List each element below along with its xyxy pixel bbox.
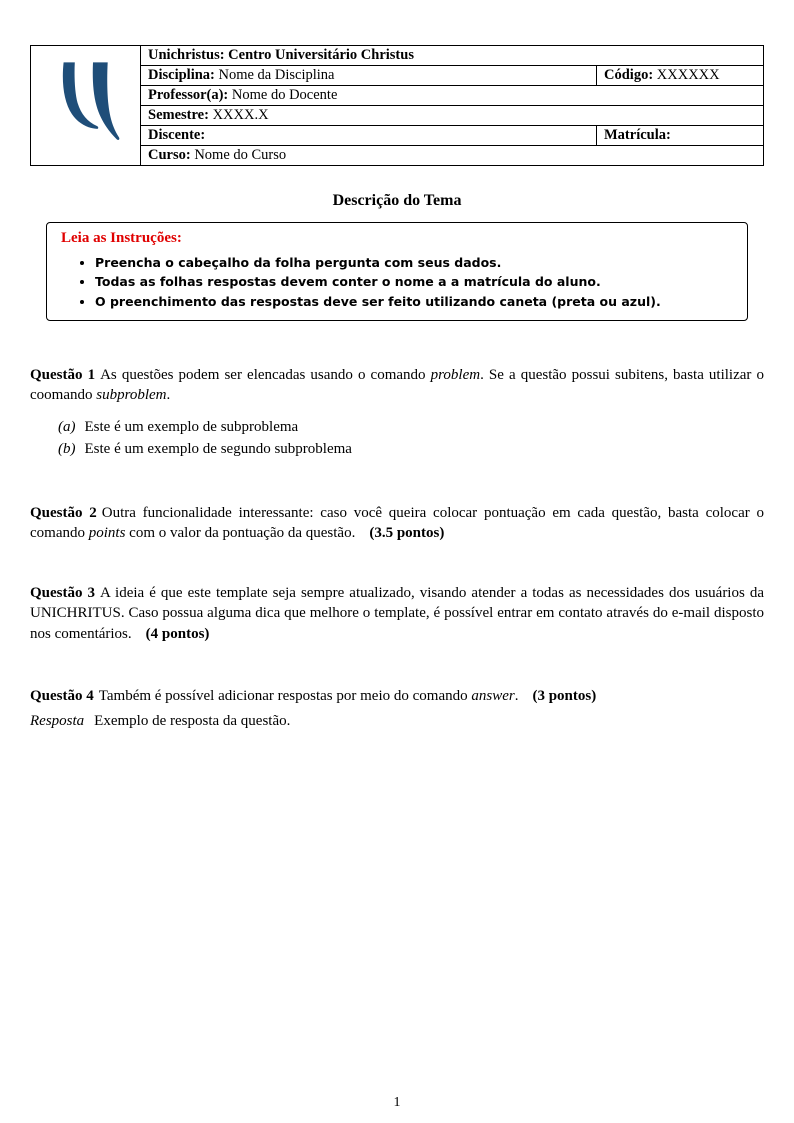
curso-value: Nome do Curso (194, 147, 287, 163)
question-3-label: Questão 3 (30, 585, 96, 602)
table-row (31, 126, 764, 146)
semestre-cell (141, 106, 764, 126)
semestre-label: Semestre: (148, 107, 209, 123)
subitem-text: Este é um exemplo de segundo subproblema (84, 441, 352, 458)
instruction-item: • Todas as folhas respostas devem conter o nome a a matrícula do aluno. (95, 272, 733, 291)
question-4-points: (3 pontos) (532, 687, 597, 704)
answer-text: Exemplo de resposta da questão. (94, 713, 291, 730)
question-4 (30, 686, 764, 706)
discente-cell (141, 126, 597, 146)
subitem-b (58, 438, 764, 461)
matricula-label: Matrícula: (604, 127, 671, 143)
matricula-cell (597, 126, 764, 146)
question-2-text: Outra funcionalidade interessante: caso você queira colocar pontuação em cada questão, basta colocar o comando (30, 504, 764, 541)
instructions-title: Leia as Instruções: (61, 230, 182, 246)
question-2 (30, 503, 764, 544)
professor-cell (141, 86, 764, 106)
curso-cell (141, 146, 764, 166)
curso-label: Curso: (148, 147, 191, 163)
question-4-label: Questão 4 (30, 687, 94, 704)
table-row (31, 86, 764, 106)
table-row (31, 66, 764, 86)
logo-cell (31, 46, 141, 166)
subitem-marker: (b) (58, 441, 76, 458)
question-1-text: . Se a questão possui subitens, basta utilizar o coomando (30, 367, 764, 404)
table-row (31, 146, 764, 166)
instructions-box (46, 222, 748, 321)
subitem-text: Este é um exemplo de subproblema (84, 418, 299, 435)
question-4-answer (30, 711, 764, 731)
question-2-points: (3.5 pontos) (369, 524, 445, 541)
codigo-value: XXXXXX (656, 67, 720, 83)
question-1-text: . (166, 387, 171, 404)
header-table (30, 45, 764, 166)
question-1-label: Questão 1 (30, 367, 96, 384)
question-3-points: (4 pontos) (145, 625, 210, 642)
professor-value: Nome do Docente (231, 87, 338, 103)
question-1-text: As questões podem ser elencadas usando o comando (100, 367, 431, 384)
disciplina-cell (141, 66, 597, 86)
command-name: subproblem (96, 387, 167, 404)
subitem-marker: (a) (58, 418, 76, 435)
command-name: answer (471, 687, 515, 704)
disciplina-label: Disciplina: (148, 67, 215, 83)
command-name: problem (430, 367, 481, 384)
codigo-label: Código: (604, 67, 654, 83)
instruction-item: • O preenchimento das respostas deve ser feito utilizando caneta (preta ou azul). (95, 292, 733, 311)
table-row (31, 106, 764, 126)
professor-label: Professor(a): (148, 87, 229, 103)
page-number: 1 (393, 1095, 401, 1110)
unichristus-logo-icon (51, 57, 121, 149)
institution-cell (141, 46, 764, 66)
question-2-label: Questão 2 (30, 504, 97, 521)
discente-label: Discente: (148, 127, 206, 143)
instructions-list (61, 253, 733, 311)
answer-label: Resposta (30, 713, 85, 730)
disciplina-value: Nome da Disciplina (218, 67, 335, 83)
question-1-subitems (58, 416, 764, 461)
question-4-text: Também é possível adicionar respostas por meio do comando (98, 687, 472, 704)
questions-section (30, 365, 764, 731)
table-row (31, 46, 764, 66)
question-1 (30, 365, 764, 406)
semestre-value: XXXX.X (212, 107, 269, 123)
question-4-text: . (514, 687, 519, 704)
question-2-text: com o valor da pontuação da questão. (125, 524, 356, 541)
instruction-item: • Preencha o cabeçalho da folha pergunta com seus dados. (95, 253, 733, 272)
question-3 (30, 583, 764, 644)
subitem-a (58, 416, 764, 439)
codigo-cell (597, 66, 764, 86)
page-title: Descrição do Tema (332, 192, 462, 209)
question-3-text: A ideia é que este template seja sempre atualizado, visando atender a todas as necessidades dos usuários da UNICHRITUS. Caso possua alguma dica que melhore o template, é possível entrar em contato através do e-mail disposto nos comentários. (30, 585, 764, 642)
command-name: points (88, 524, 126, 541)
institution-name: Unichristus: Centro Universitário Christus (148, 47, 414, 63)
